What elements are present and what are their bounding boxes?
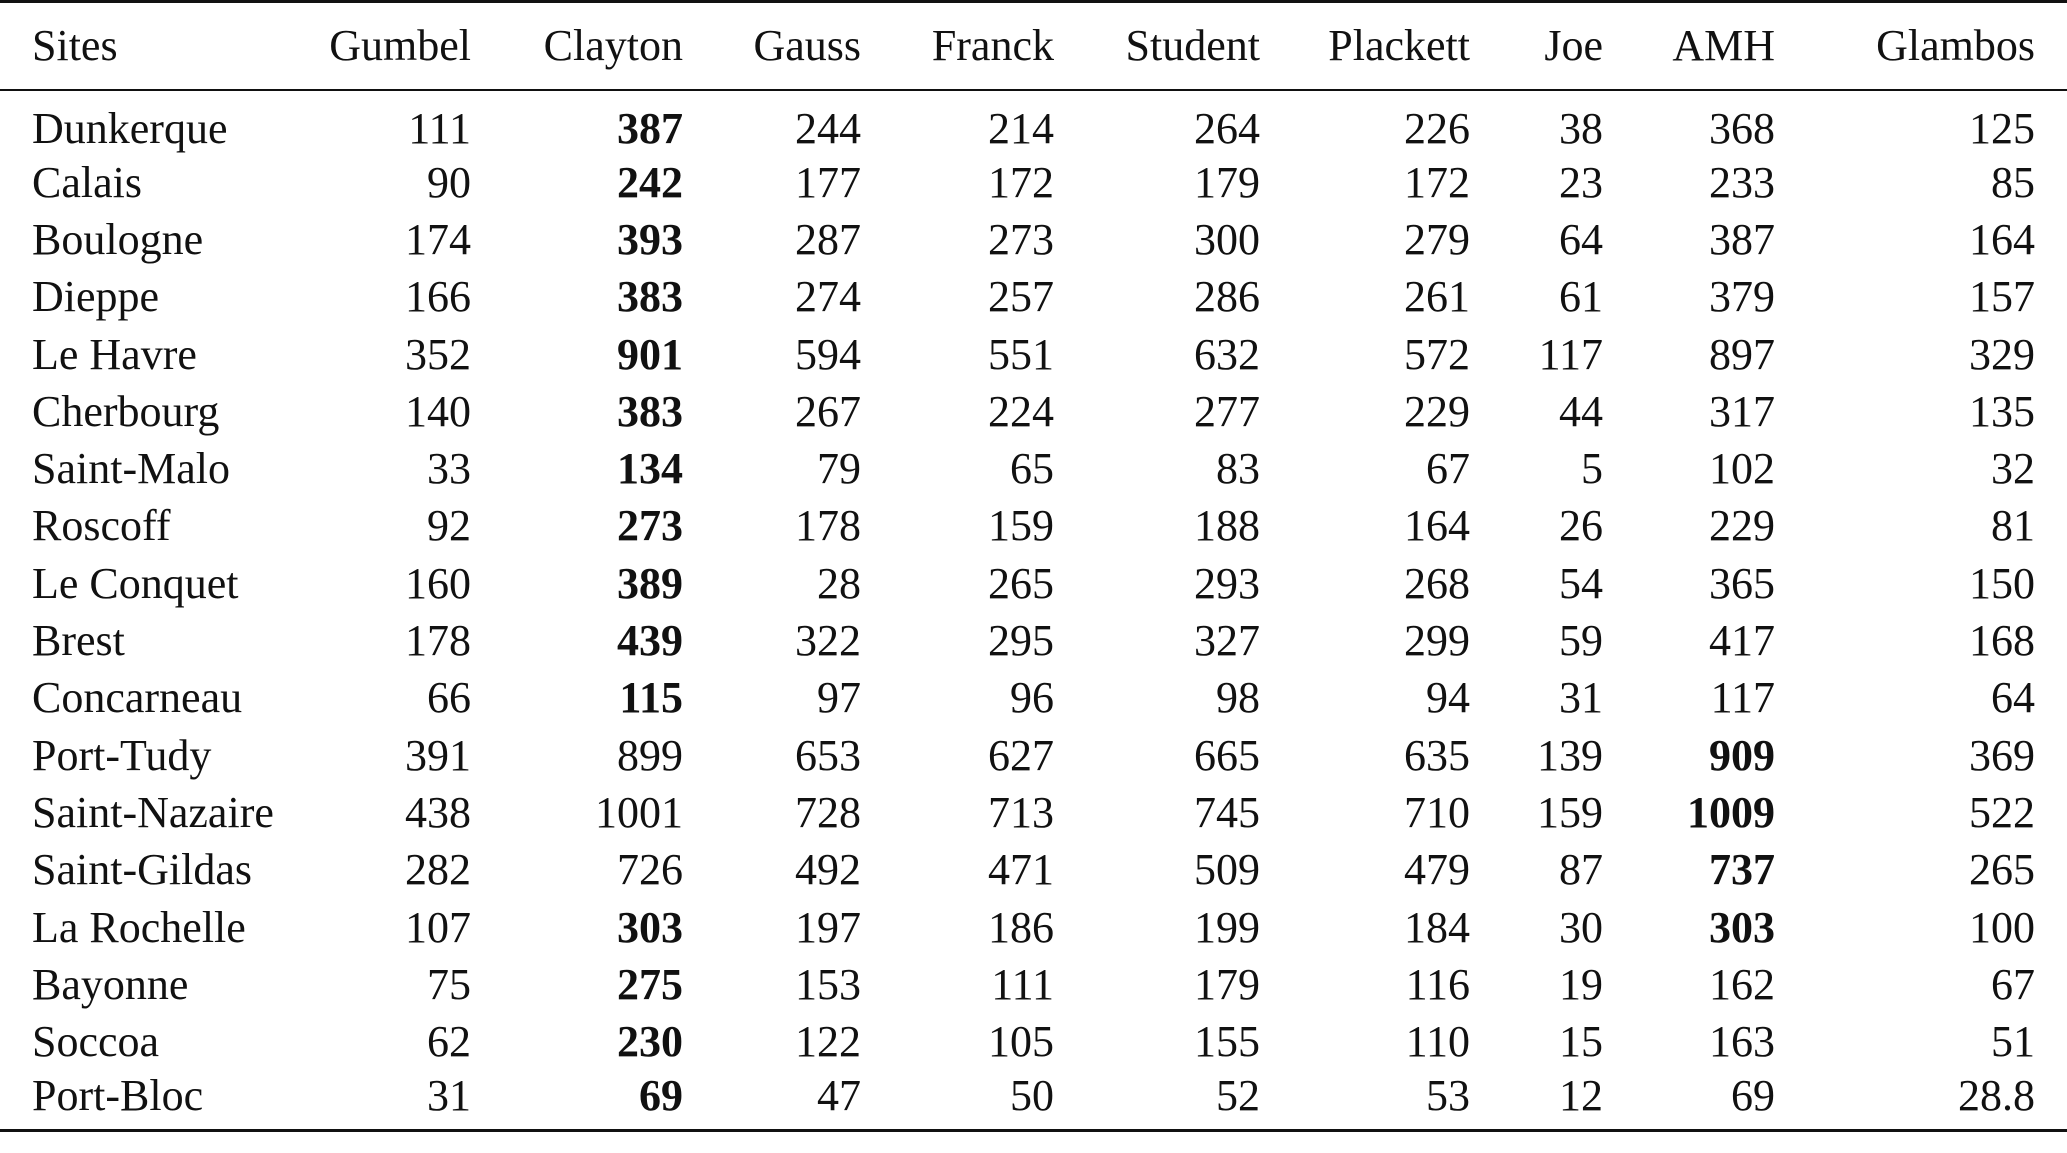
value-cell: 5 bbox=[1581, 444, 1603, 494]
value-cell: 140 bbox=[405, 386, 471, 436]
value-cell: 244 bbox=[795, 103, 861, 153]
site-name-cell: Cherbourg bbox=[32, 386, 220, 436]
value-cell: 379 bbox=[1709, 272, 1775, 322]
value-cell: 32 bbox=[1991, 444, 2035, 494]
value-cell: 439 bbox=[617, 616, 683, 666]
value-cell: 83 bbox=[1216, 444, 1260, 494]
value-cell: 61 bbox=[1559, 272, 1603, 322]
value-cell: 52 bbox=[1086, 1070, 1292, 1131]
value-cell: 286 bbox=[1194, 272, 1260, 322]
value-cell: 188 bbox=[1194, 501, 1260, 551]
table-row bbox=[0, 1070, 2067, 1131]
value-cell: 295 bbox=[988, 616, 1054, 666]
value-cell: 179 bbox=[1194, 157, 1260, 207]
value-cell: 229 bbox=[1709, 501, 1775, 551]
value-cell: 117 bbox=[1538, 329, 1603, 379]
value-cell: 92 bbox=[427, 501, 471, 551]
value-cell: 97 bbox=[817, 673, 861, 723]
value-cell: 726 bbox=[617, 845, 683, 895]
value-cell: 79 bbox=[817, 444, 861, 494]
value-cell: 98 bbox=[1216, 673, 1260, 723]
table-row bbox=[0, 383, 2067, 440]
value-cell: 168 bbox=[1969, 616, 2035, 666]
value-cell: 710 bbox=[1404, 787, 1470, 837]
site-name-cell: Le Conquet bbox=[32, 558, 239, 608]
column-header-sites: Sites bbox=[0, 2, 320, 90]
value-cell: 54 bbox=[1559, 558, 1603, 608]
value-cell: 653 bbox=[795, 730, 861, 780]
site-name-cell: Boulogne bbox=[32, 214, 204, 264]
value-cell: 53 bbox=[1292, 1070, 1502, 1131]
value-cell: 273 bbox=[988, 214, 1054, 264]
column-header-gauss: Gauss bbox=[715, 2, 893, 90]
value-cell: 64 bbox=[1559, 214, 1603, 264]
value-cell: 327 bbox=[1194, 616, 1260, 666]
value-cell: 264 bbox=[1194, 103, 1260, 153]
value-cell: 67 bbox=[1426, 444, 1470, 494]
table-row bbox=[0, 841, 2067, 898]
value-cell: 178 bbox=[795, 501, 861, 551]
value-cell: 229 bbox=[1404, 386, 1470, 436]
value-cell: 909 bbox=[1709, 730, 1775, 780]
value-cell: 635 bbox=[1404, 730, 1470, 780]
value-cell: 1009 bbox=[1687, 787, 1775, 837]
value-cell: 159 bbox=[988, 501, 1054, 551]
value-cell: 30 bbox=[1559, 902, 1603, 952]
value-cell: 509 bbox=[1194, 845, 1260, 895]
value-cell: 479 bbox=[1404, 845, 1470, 895]
value-cell: 157 bbox=[1969, 272, 2035, 322]
value-cell: 293 bbox=[1194, 558, 1260, 608]
value-cell: 164 bbox=[1969, 214, 2035, 264]
value-cell: 899 bbox=[617, 730, 683, 780]
value-cell: 19 bbox=[1559, 959, 1603, 1009]
value-cell: 64 bbox=[1991, 673, 2035, 723]
site-name-cell: Calais bbox=[32, 157, 142, 207]
value-cell: 172 bbox=[988, 157, 1054, 207]
value-cell: 94 bbox=[1426, 673, 1470, 723]
table-row bbox=[0, 325, 2067, 382]
value-cell: 492 bbox=[795, 845, 861, 895]
value-cell: 125 bbox=[1969, 103, 2035, 153]
column-header-joe: Joe bbox=[1502, 2, 1635, 90]
value-cell: 155 bbox=[1194, 1017, 1260, 1067]
value-cell: 166 bbox=[405, 272, 471, 322]
value-cell: 737 bbox=[1709, 845, 1775, 895]
value-cell: 33 bbox=[427, 444, 471, 494]
value-cell: 65 bbox=[1010, 444, 1054, 494]
value-cell: 214 bbox=[988, 103, 1054, 153]
value-cell: 265 bbox=[1969, 845, 2035, 895]
value-cell: 66 bbox=[427, 673, 471, 723]
value-cell: 26 bbox=[1559, 501, 1603, 551]
table-row bbox=[0, 90, 2067, 154]
table-row bbox=[0, 1013, 2067, 1070]
site-name-cell: Port-Bloc bbox=[0, 1070, 320, 1131]
value-cell: 100 bbox=[1969, 902, 2035, 952]
table-row bbox=[0, 956, 2067, 1013]
value-cell: 368 bbox=[1709, 103, 1775, 153]
site-name-cell: Saint-Gildas bbox=[32, 845, 252, 895]
value-cell: 50 bbox=[893, 1070, 1086, 1131]
value-cell: 105 bbox=[988, 1017, 1054, 1067]
table-row bbox=[0, 784, 2067, 841]
site-name-cell: Le Havre bbox=[32, 329, 197, 379]
value-cell: 387 bbox=[617, 103, 683, 153]
column-header-franck: Franck bbox=[893, 2, 1086, 90]
value-cell: 135 bbox=[1969, 386, 2035, 436]
value-cell: 471 bbox=[988, 845, 1054, 895]
value-cell: 31 bbox=[1559, 673, 1603, 723]
column-header-student: Student bbox=[1086, 2, 1292, 90]
value-cell: 197 bbox=[795, 902, 861, 952]
value-cell: 107 bbox=[405, 902, 471, 952]
value-cell: 728 bbox=[795, 787, 861, 837]
value-cell: 389 bbox=[617, 558, 683, 608]
value-cell: 117 bbox=[1710, 673, 1775, 723]
value-cell: 224 bbox=[988, 386, 1054, 436]
table-body bbox=[0, 90, 2067, 1131]
value-cell: 303 bbox=[617, 902, 683, 952]
value-cell: 139 bbox=[1537, 730, 1603, 780]
value-cell: 383 bbox=[617, 386, 683, 436]
value-cell: 110 bbox=[1405, 1017, 1470, 1067]
value-cell: 897 bbox=[1709, 329, 1775, 379]
value-cell: 627 bbox=[988, 730, 1054, 780]
value-cell: 81 bbox=[1991, 501, 2035, 551]
value-cell: 282 bbox=[405, 845, 471, 895]
table-row bbox=[0, 669, 2067, 726]
table-row bbox=[0, 211, 2067, 268]
value-cell: 273 bbox=[617, 501, 683, 551]
value-cell: 365 bbox=[1709, 558, 1775, 608]
value-cell: 47 bbox=[715, 1070, 893, 1131]
site-name-cell: La Rochelle bbox=[32, 902, 246, 952]
value-cell: 69 bbox=[503, 1070, 715, 1131]
value-cell: 275 bbox=[617, 959, 683, 1009]
value-cell: 257 bbox=[988, 272, 1054, 322]
value-cell: 713 bbox=[988, 787, 1054, 837]
value-cell: 122 bbox=[795, 1017, 861, 1067]
table-row bbox=[0, 497, 2067, 554]
column-header-clayton: Clayton bbox=[503, 2, 715, 90]
value-cell: 242 bbox=[617, 157, 683, 207]
value-cell: 230 bbox=[617, 1017, 683, 1067]
value-cell: 901 bbox=[617, 329, 683, 379]
site-name-cell: Soccoa bbox=[32, 1017, 160, 1067]
value-cell: 665 bbox=[1194, 730, 1260, 780]
value-cell: 134 bbox=[617, 444, 683, 494]
value-cell: 150 bbox=[1969, 558, 2035, 608]
value-cell: 745 bbox=[1194, 787, 1260, 837]
value-cell: 28.8 bbox=[1807, 1070, 2067, 1131]
value-cell: 199 bbox=[1194, 902, 1260, 952]
value-cell: 51 bbox=[1991, 1017, 2035, 1067]
site-name-cell: Saint-Nazaire bbox=[32, 787, 274, 837]
value-cell: 572 bbox=[1404, 329, 1470, 379]
table-row bbox=[0, 898, 2067, 955]
value-cell: 299 bbox=[1404, 616, 1470, 666]
value-cell: 177 bbox=[795, 157, 861, 207]
value-cell: 391 bbox=[405, 730, 471, 780]
value-cell: 274 bbox=[795, 272, 861, 322]
table-row bbox=[0, 726, 2067, 783]
value-cell: 69 bbox=[1635, 1070, 1807, 1131]
site-name-cell: Brest bbox=[32, 616, 125, 666]
column-header-gumbel: Gumbel bbox=[320, 2, 503, 90]
value-cell: 116 bbox=[1405, 959, 1470, 1009]
table-row bbox=[0, 154, 2067, 211]
value-cell: 172 bbox=[1404, 157, 1470, 207]
value-cell: 174 bbox=[405, 214, 471, 264]
table-row bbox=[0, 268, 2067, 325]
site-name-cell: Bayonne bbox=[32, 959, 189, 1009]
value-cell: 261 bbox=[1404, 272, 1470, 322]
value-cell: 96 bbox=[1010, 673, 1054, 723]
site-name-cell: Saint-Malo bbox=[32, 444, 230, 494]
value-cell: 115 bbox=[619, 673, 683, 723]
value-cell: 265 bbox=[988, 558, 1054, 608]
value-cell: 38 bbox=[1559, 103, 1603, 153]
value-cell: 160 bbox=[405, 558, 471, 608]
value-cell: 179 bbox=[1194, 959, 1260, 1009]
value-cell: 12 bbox=[1502, 1070, 1635, 1131]
value-cell: 90 bbox=[427, 157, 471, 207]
header-row bbox=[0, 2, 2067, 90]
value-cell: 352 bbox=[405, 329, 471, 379]
value-cell: 393 bbox=[617, 214, 683, 264]
site-name-cell: Concarneau bbox=[32, 673, 243, 723]
value-cell: 111 bbox=[408, 103, 471, 153]
value-cell: 369 bbox=[1969, 730, 2035, 780]
value-cell: 87 bbox=[1559, 845, 1603, 895]
value-cell: 186 bbox=[988, 902, 1054, 952]
column-header-plackett: Plackett bbox=[1292, 2, 1502, 90]
value-cell: 184 bbox=[1404, 902, 1470, 952]
value-cell: 594 bbox=[795, 329, 861, 379]
value-cell: 159 bbox=[1537, 787, 1603, 837]
value-cell: 300 bbox=[1194, 214, 1260, 264]
value-cell: 1001 bbox=[595, 787, 683, 837]
value-cell: 44 bbox=[1559, 386, 1603, 436]
value-cell: 322 bbox=[795, 616, 861, 666]
column-header-amh: AMH bbox=[1635, 2, 1807, 90]
site-name-cell: Roscoff bbox=[32, 501, 171, 551]
value-cell: 438 bbox=[405, 787, 471, 837]
value-cell: 522 bbox=[1969, 787, 2035, 837]
value-cell: 163 bbox=[1709, 1017, 1775, 1067]
value-cell: 178 bbox=[405, 616, 471, 666]
value-cell: 268 bbox=[1404, 558, 1470, 608]
value-cell: 387 bbox=[1709, 214, 1775, 264]
table-row bbox=[0, 555, 2067, 612]
value-cell: 226 bbox=[1404, 103, 1470, 153]
value-cell: 85 bbox=[1991, 157, 2035, 207]
value-cell: 317 bbox=[1709, 386, 1775, 436]
value-cell: 287 bbox=[795, 214, 861, 264]
value-cell: 23 bbox=[1559, 157, 1603, 207]
value-cell: 279 bbox=[1404, 214, 1470, 264]
value-cell: 28 bbox=[817, 558, 861, 608]
value-cell: 153 bbox=[795, 959, 861, 1009]
value-cell: 551 bbox=[988, 329, 1054, 379]
value-cell: 102 bbox=[1709, 444, 1775, 494]
value-cell: 75 bbox=[427, 959, 471, 1009]
value-cell: 632 bbox=[1194, 329, 1260, 379]
table-row bbox=[0, 612, 2067, 669]
value-cell: 277 bbox=[1194, 386, 1260, 436]
value-cell: 267 bbox=[795, 386, 861, 436]
value-cell: 162 bbox=[1709, 959, 1775, 1009]
value-cell: 31 bbox=[320, 1070, 503, 1131]
table-row bbox=[0, 440, 2067, 497]
value-cell: 111 bbox=[991, 959, 1054, 1009]
value-cell: 62 bbox=[427, 1017, 471, 1067]
value-cell: 233 bbox=[1709, 157, 1775, 207]
value-cell: 164 bbox=[1404, 501, 1470, 551]
value-cell: 329 bbox=[1969, 329, 2035, 379]
column-header-glambos: Glambos bbox=[1807, 2, 2067, 90]
value-cell: 15 bbox=[1559, 1017, 1603, 1067]
value-cell: 383 bbox=[617, 272, 683, 322]
value-cell: 67 bbox=[1991, 959, 2035, 1009]
value-cell: 303 bbox=[1709, 902, 1775, 952]
value-cell: 59 bbox=[1559, 616, 1603, 666]
site-name-cell: Port-Tudy bbox=[32, 730, 212, 780]
value-cell: 417 bbox=[1709, 616, 1775, 666]
site-name-cell: Dunkerque bbox=[32, 103, 228, 153]
site-name-cell: Dieppe bbox=[32, 272, 160, 322]
